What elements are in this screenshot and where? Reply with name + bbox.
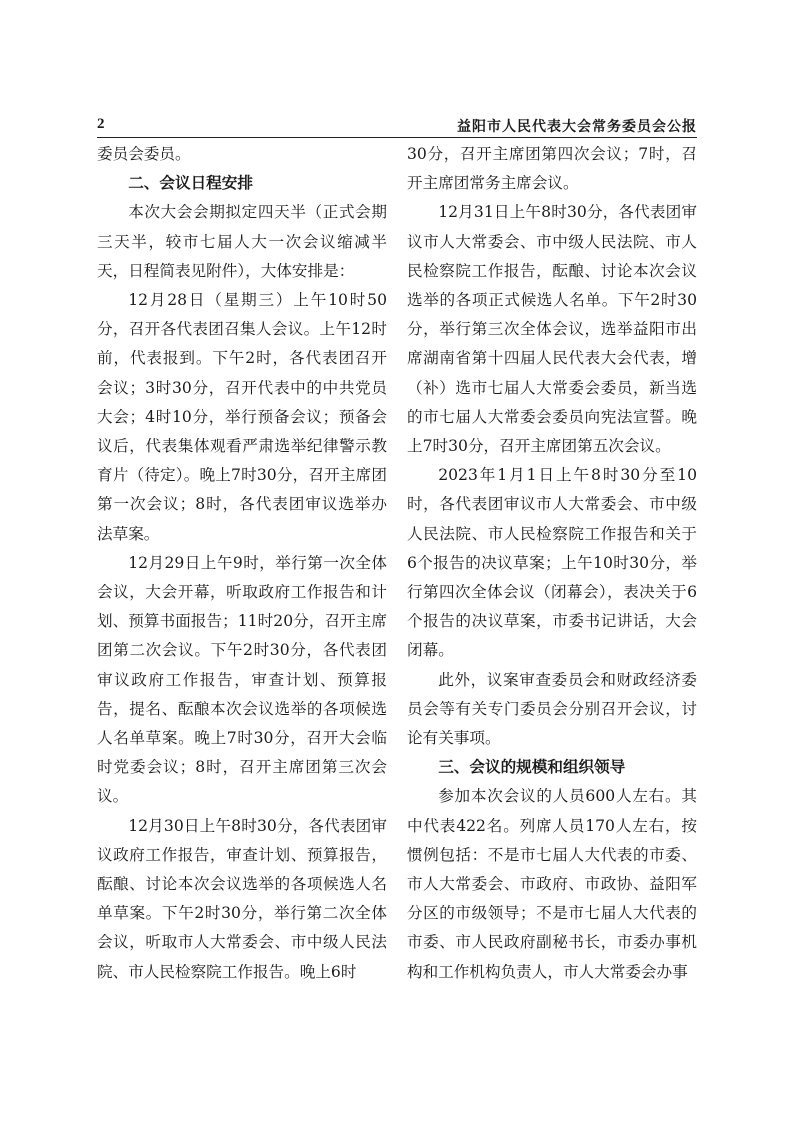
section-heading: 三、会议的规模和组织领导 bbox=[438, 758, 626, 777]
section-heading: 二、会议日程安排 bbox=[128, 174, 253, 193]
page-number: 2 bbox=[97, 116, 105, 132]
page-header bbox=[97, 116, 697, 138]
paragraph: 12月30日上午8时30分，各代表团审议政府工作报告，审查计划、预算报告，酝酿、讨论本次会议选举的各项候选人名单草案。下午2时30分，举行第二次全体会议，听取市人大常委会、市中级人民法院、市人民检察院工作报告。晚上6时 bbox=[97, 816, 387, 981]
paragraph: 本次大会会期拟定四天半（正式会期三天半，较市七届人大一次会议缩减半天，日程简表见附件），大体安排是： bbox=[97, 203, 387, 280]
paragraph: 12月29日上午9时，举行第一次全体会议，大会开幕，听取政府工作报告和计划、预算书面报告；11时20分，召开主席团第二次会议。下午2时30分，各代表团审议政府工作报告，审查计划、预算报告，提名、酝酿本次会议选举的各项候选人名单草案。晚上7时30分，召开大会临时党委会议；8时，召开主席团第三次会议。 bbox=[97, 553, 387, 806]
header-rule bbox=[97, 137, 697, 138]
paragraph: 委员会委员。 bbox=[97, 145, 191, 163]
paragraph: 此外，议案审查委员会和财政经济委员会等有关专门委员会分别召开会议，讨论有关事项。 bbox=[407, 670, 697, 748]
journal-title: 益阳市人民代表大会常务委员会公报 bbox=[457, 119, 697, 135]
paragraph: 12月31日上午8时30分，各代表团审议市人大常委会、市中级人民法院、市人民检察院工作报告，酝酿、讨论本次会议选举的各项正式候选人名单。下午2时30分，举行第三次全体会议，选举益阳市出席湖南省第十四届人民代表大会代表，增（补）选市七届人大常委会委员，新当选的市七届人大常委会委员向宪法宣誓。晚上7时30分，召开主席团第五次会议。 bbox=[407, 203, 697, 456]
paragraph: 30分，召开主席团第四次会议；7时，召开主席团常务主席会议。 bbox=[407, 145, 697, 193]
paragraph: 2023年1月1日上午8时30分至10时，各代表团审议市人大常委会、市中级人民法院、市人民检察院工作报告和关于6个报告的决议草案；上午10时30分，举行第四次全体会议（闭幕会），表决关于6个报告的决议草案，市委书记讲话，大会闭幕。 bbox=[407, 466, 697, 660]
left-column bbox=[97, 140, 387, 987]
paragraph: 12月28日（星期三）上午10时50分，召开各代表团召集人会议。上午12时前，代表报到。下午2时，各代表团召开会议；3时30分，召开代表中的中共党员大会；4时10分，举行预备会议；预备会议后，代表集体观看严肃选举纪律警示教育片（待定）。晚上7时30分，召开主席团第一次会议；8时，各代表团审议选举办法草案。 bbox=[97, 291, 387, 543]
right-column bbox=[407, 140, 697, 987]
paragraph: 参加本次会议的人员600人左右。其中代表422名。列席人员170人左右，按惯例包括：不是市七届人大代表的市委、市人大常委会、市政府、市政协、益阳军分区的市级领导；不是市七届人大代表的市委、市人民政府副秘书长，市委办事机构和工作机构负责人，市人大常委会办事 bbox=[407, 787, 697, 981]
